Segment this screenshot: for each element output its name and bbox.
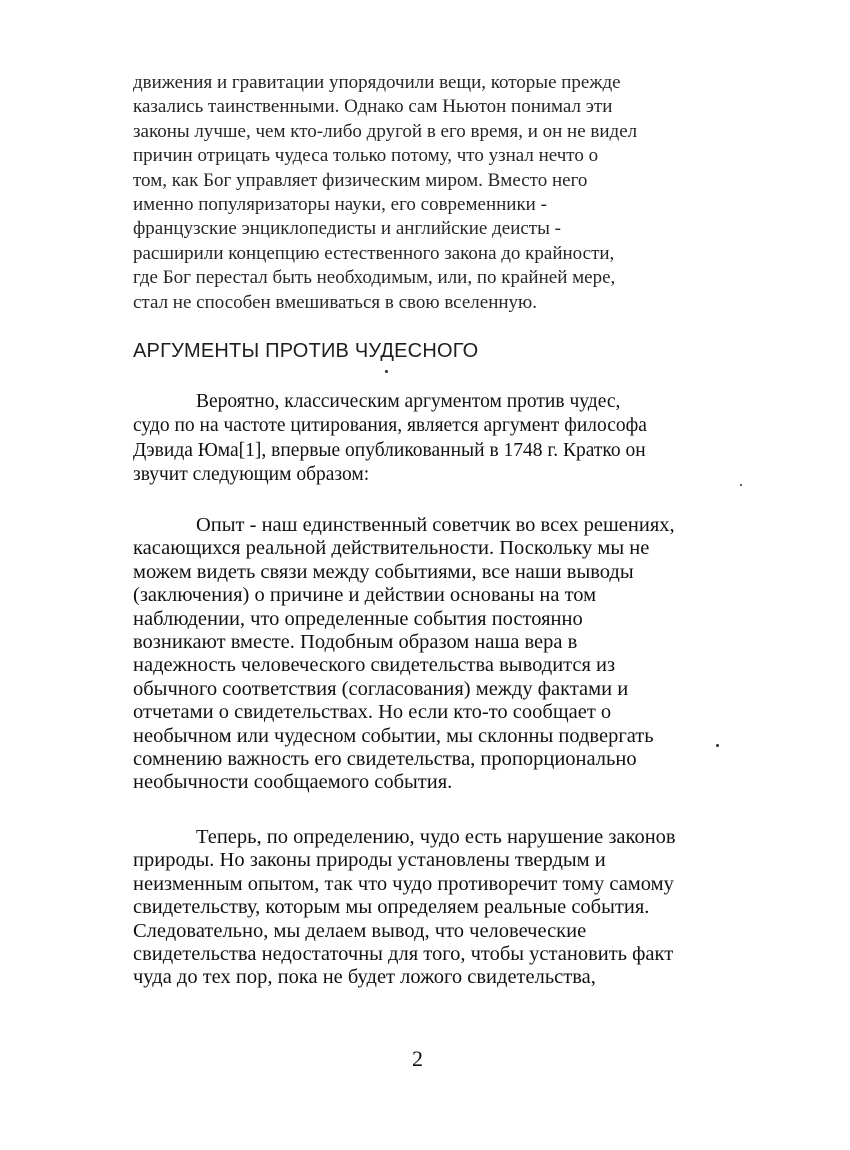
- paragraph-hume-intro: [133, 390, 753, 488]
- text-line: именно популяризаторы науки, его современники -: [133, 194, 547, 216]
- scan-speck: [385, 370, 388, 373]
- text-line: необычном или чудесном событии, мы склонны подвергать: [133, 724, 654, 747]
- text-line: возникают вместе. Подобным образом наша вера в: [133, 631, 578, 654]
- text-line: расширили концепцию естественного закона до крайности,: [133, 242, 615, 264]
- section-heading: АРГУМЕНТЫ ПРОТИВ ЧУДЕСНОГО: [133, 340, 479, 362]
- text-line: свидетельства недостаточны для того, чтобы установить факт: [133, 943, 674, 966]
- text-line: Вероятно, классическим аргументом против чудес,: [196, 391, 621, 412]
- text-line: Теперь, по определению, чудо есть нарушение законов: [196, 826, 676, 848]
- text-line: звучит следующим образом:: [133, 464, 370, 486]
- text-line: необычности сообщаемого события.: [133, 771, 453, 794]
- text-line: стал не способен вмешиваться в свою вселенную.: [133, 291, 537, 313]
- text-line: обычного соответствия (согласования) между фактами и: [133, 677, 629, 700]
- text-line: отчетами о свидетельствах. Но если кто-то сообщает о: [133, 701, 612, 724]
- text-line: сомнению важность его свидетельства, пропорционально: [133, 748, 637, 771]
- text-line: природы. Но законы природы установлены твердым и: [133, 849, 606, 872]
- text-line: чуда до тех пор, пока не будет ложого свидетельства,: [133, 966, 596, 989]
- text-line: свидетельству, которым мы определяем реальные события.: [133, 896, 650, 919]
- text-line: судо по на частоте цитирования, является аргумент философа: [133, 415, 647, 437]
- text-line: (заключения) о причине и действии основаны на том: [133, 584, 597, 607]
- text-line: том, как Бог управляет физическим миром. Вместо него: [133, 169, 588, 191]
- text-line: можем видеть связи между событиями, все наши выводы: [133, 560, 634, 583]
- text-line: движения и гравитации упорядочили вещи, которые прежде: [133, 72, 621, 93]
- text-line: Следовательно, мы делаем вывод, что человеческие: [133, 919, 587, 942]
- text-line: причин отрицать чудеса только потому, что узнал нечто о: [133, 145, 599, 167]
- text-line: неизменным опытом, так что чудо противоречит тому самому: [133, 872, 674, 895]
- paragraph-hume-quote: [133, 514, 753, 795]
- scan-speck: [716, 744, 719, 747]
- paragraph-miracle-definition: [133, 826, 753, 990]
- text-line: касающихся реальной действительности. Поскольку мы не: [133, 537, 650, 560]
- scan-speck: [740, 484, 742, 486]
- text-line: Дэвида Юма[1], впервые опубликованный в 1748 г. Кратко он: [133, 439, 646, 461]
- text-line: казались таинственными. Однако сам Ньютон понимал эти: [133, 96, 613, 118]
- page-number: 2: [412, 1046, 423, 1071]
- text-line: французские энциклопедисты и английские деисты -: [133, 218, 561, 240]
- text-line: наблюдении, что определенные события постоянно: [133, 607, 583, 630]
- text-line: законы лучше, чем кто-либо другой в его время, и он не видел: [133, 120, 638, 142]
- text-line: где Бог перестал быть необходимым, или, по крайней мере,: [133, 267, 616, 289]
- text-line: надежность человеческого свидетельства выводится из: [133, 654, 616, 677]
- paragraph-newton: [133, 71, 753, 315]
- text-line: Опыт - наш единственный советчик во всех решениях,: [196, 514, 675, 536]
